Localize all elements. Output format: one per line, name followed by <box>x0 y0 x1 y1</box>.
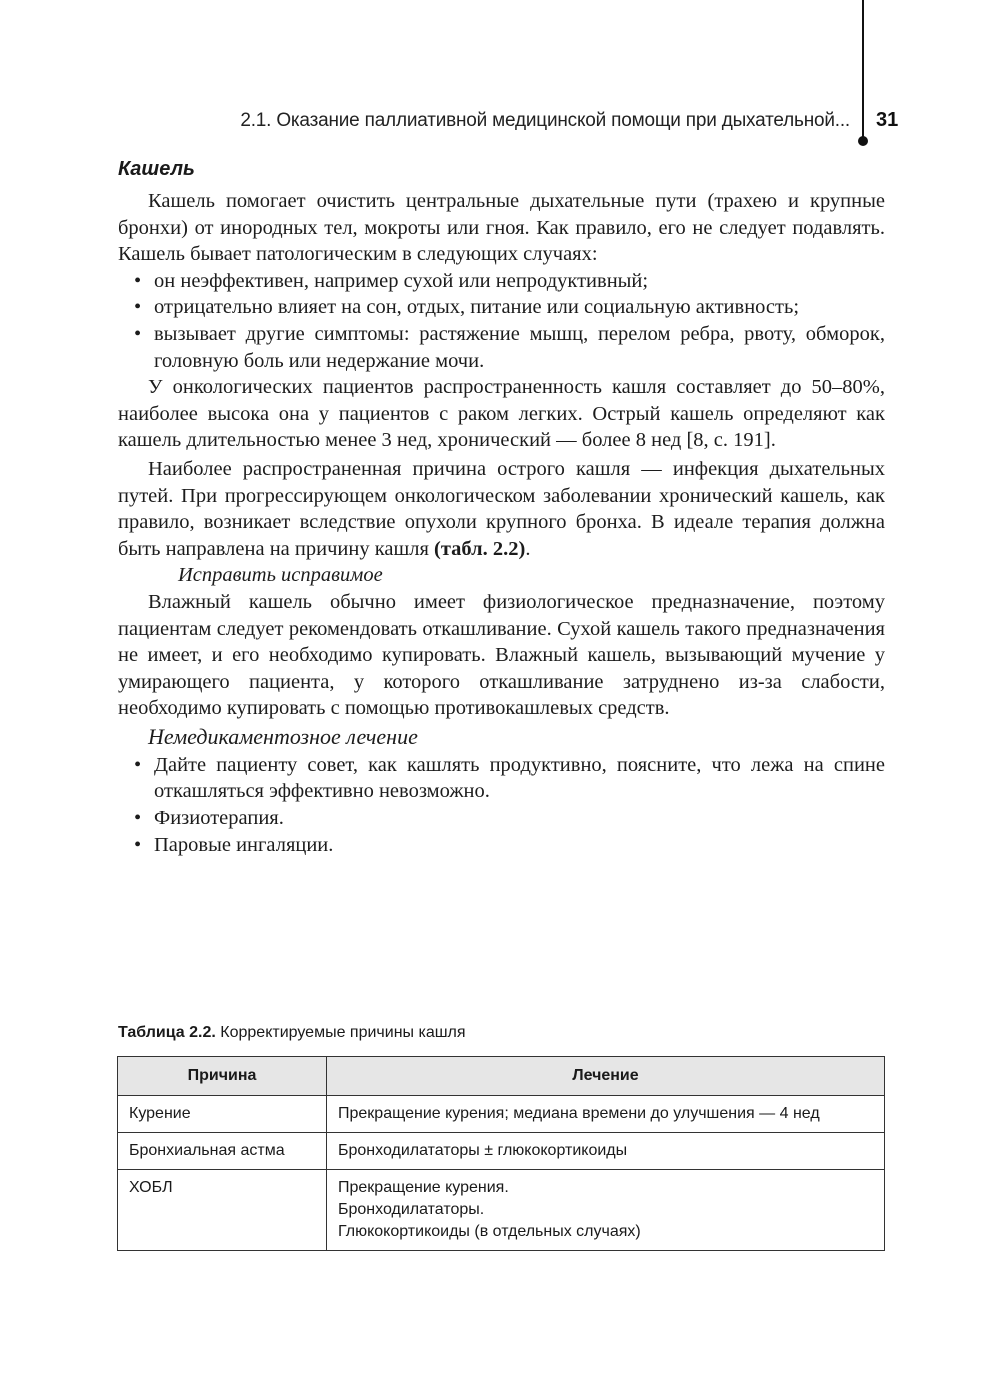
prevalence-paragraph: У онкологических пациентов распространенность кашля составляет до 50–80%, наиболее высока она у пациентов с раком легких. Острый кашель определяют как кашель длительностью менее 3 нед, хронический — более 8 нед [8, с. 191]. <box>118 376 885 452</box>
causes-text: Наиболее распространенная причина острого кашля — инфекция дыхательных путей. При прогрессирующем онкологическом заболевании хронический кашель, как правило, возникает вследствие опухоли крупного бронха. В идеале терапия должна быть направлена на причину кашля <box>118 457 885 560</box>
cell-treatment <box>327 1133 885 1170</box>
causes-paragraph <box>118 456 885 562</box>
table-row <box>118 1170 885 1251</box>
list-item: • Физиотерапия. <box>154 805 885 832</box>
subheading-fix: Исправить исправимое <box>178 564 383 587</box>
running-header: 2.1. Оказание паллиативной медицинской помощи при дыхательной... <box>240 110 850 131</box>
page-number: 31 <box>876 109 899 131</box>
treatment-line: Глюкокортикоиды (в отдельных случаях) <box>338 1223 641 1240</box>
column-header-cause: Причина <box>118 1057 327 1096</box>
treatment-line: Бронходилататоры. <box>338 1201 485 1218</box>
treatment-line: Прекращение курения; медиана времени до улучшения — 4 нед <box>338 1105 820 1122</box>
wet-cough-paragraph: Влажный кашель обычно имеет физиологическое предназначение, поэтому пациентам следует рекомендовать откашливание. Сухой кашель такого предназначения не имеет, и его необходимо купировать. Влажный кашель, вызывающий мучение у умирающего пациента, у которого откашливание затруднено из-за слабости, необходимо купировать с помощью противокашлевых средств. <box>118 590 885 720</box>
cell-treatment <box>327 1096 885 1133</box>
list-item: • Паровые ингаляции. <box>154 832 885 859</box>
nondrug-list <box>118 752 885 858</box>
causes-table <box>117 1056 885 1251</box>
table-row <box>118 1133 885 1170</box>
pathological-cases-list <box>118 268 885 374</box>
section-heading: Кашель <box>118 158 195 180</box>
margin-rule <box>862 0 864 140</box>
causes-end: . <box>525 537 531 560</box>
table-caption-text: Корректируемые причины кашля <box>215 1024 466 1041</box>
cell-cause: Бронхиальная астма <box>118 1133 327 1170</box>
cell-cause: ХОБЛ <box>118 1170 327 1251</box>
list-item: • он неэффективен, например сухой или непродуктивный; <box>154 268 885 295</box>
list-item: • отрицательно влияет на сон, отдых, питание или социальную активность; <box>154 294 885 321</box>
table-row <box>118 1096 885 1133</box>
cell-treatment <box>327 1170 885 1251</box>
table-header-row <box>118 1057 885 1096</box>
table-caption <box>118 1024 466 1042</box>
cell-cause: Курение <box>118 1096 327 1133</box>
treatment-line: Прекращение курения. <box>338 1179 509 1196</box>
body-text <box>118 188 885 858</box>
table-caption-label: Таблица 2.2. <box>118 1024 216 1041</box>
subheading-nondrug: Немедикаментозное лечение <box>148 723 418 749</box>
list-item: • Дайте пациенту совет, как кашлять продуктивно, поясните, что лежа на спине откашляться эффективно невозможно. <box>154 752 885 805</box>
treatment-line: Бронходилататоры ± глюкокортикоиды <box>338 1142 628 1159</box>
intro-paragraph: Кашель помогает очистить центральные дыхательные пути (трахею и крупные бронхи) от инородных тел, мокроты или гноя. Как правило, его не следует подавлять. Кашель бывает патологическим в следующих случаях: <box>118 190 885 266</box>
column-header-treatment: Лечение <box>327 1057 885 1096</box>
table-reference: (табл. 2.2) <box>434 537 526 560</box>
list-item: • вызывает другие симптомы: растяжение мышц, перелом ребра, рвоту, обморок, головную боль или недержание мочи. <box>154 321 885 374</box>
margin-rule-dot <box>858 136 868 146</box>
